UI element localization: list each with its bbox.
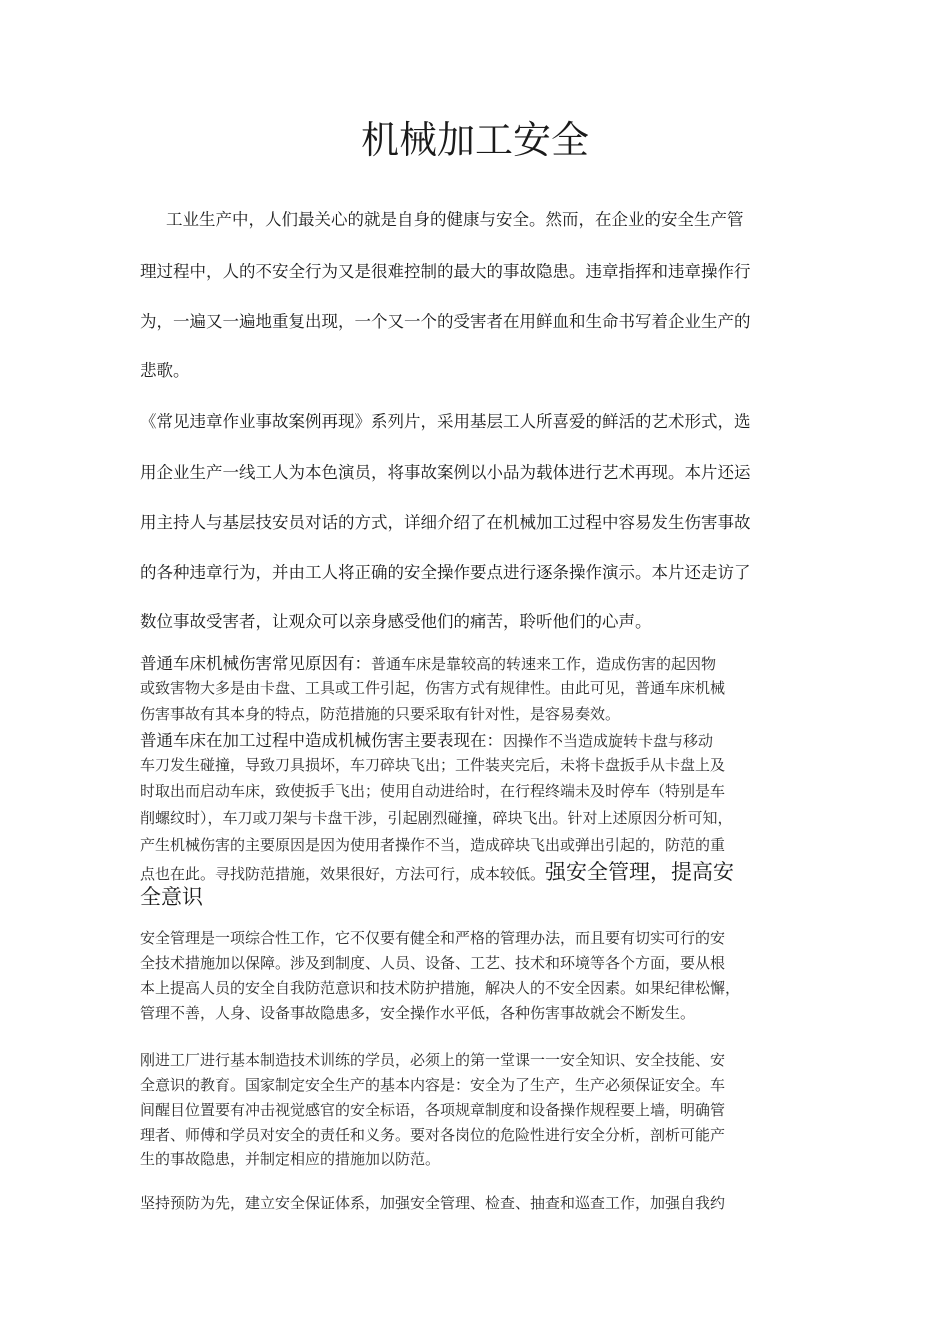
manifest-line: 削螺纹时），车刀或刀架与卡盘干涉，引起剧烈碰撞，碎块飞出。针对上述原因分析可知， xyxy=(140,809,733,827)
manifest-line: 车刀发生碰撞，导致刀具损坏，车刀碎块飞出；工件装夹完后，未将卡盘扳手从卡盘上及 xyxy=(140,756,726,774)
manifest-text: 点也在此。寻找防范措施，效果很好，方法可行，成本较低。 xyxy=(140,865,546,883)
page-title: 机械加工安全 xyxy=(360,118,589,162)
manifest-line: 产生机械伤害的主要原因是因为使用者操作不当，造成碎块飞出或弹出引起的，防范的重 xyxy=(140,836,726,854)
manifest-line-last xyxy=(140,856,734,886)
para-line: 全意识的教育。国家制定安全生产的基本内容是：安全为了生产，生产必须保证安全。车 xyxy=(140,1076,726,1094)
causes-line: 伤害事故有其本身的特点，防范措施的只要采取有针对性，是容易奏效。 xyxy=(140,705,621,723)
intro-line: 为，一遍又一遍地重复出现，一个又一个的受害者在用鲜血和生命书写着企业生产的 xyxy=(140,312,751,331)
intro-line: 用企业生产一线工人为本色演员，将事故案例以小品为载体进行艺术再现。本片还运 xyxy=(140,463,751,482)
para-line: 间醒目位置要有冲击视觉感官的安全标语，各项规章制度和设备操作规程要上墙，明确管 xyxy=(140,1101,726,1119)
para-line: 本上提高人员的安全自我防范意识和技术防护措施，解决人的不安全因素。如果纪律松懈， xyxy=(140,979,741,997)
manifest-line: 时取出而启动车床，致使扳手飞出；使用自动进给时，在行程终端未及时停车（特别是车 xyxy=(140,782,726,800)
para-line: 管理不善，人身、设备事故隐患多，安全操作水平低，各种伤害事故就会不断发生。 xyxy=(140,1004,696,1022)
causes-heading: 普通车床机械伤害常见原因有： xyxy=(140,654,371,673)
section-heading-cont: 全意识 xyxy=(140,885,203,909)
intro-line: 数位事故受害者，让观众可以亲身感受他们的痛苦，聆听他们的心声。 xyxy=(140,612,652,631)
para-line: 全技术措施加以保障。涉及到制度、人员、设备、工艺、技术和环境等各个方面，要从根 xyxy=(140,954,726,972)
causes-line-first xyxy=(140,650,716,674)
intro-line: 的各种违章行为，并由工人将正确的安全操作要点进行逐条操作演示。本片还走访了 xyxy=(140,563,751,582)
intro-line: 悲歌。 xyxy=(140,361,190,380)
manifest-line-first xyxy=(140,727,713,751)
intro-line: 理过程中，人的不安全行为又是很难控制的最大的事故隐患。违章指挥和违章操作行 xyxy=(140,262,751,281)
intro-line: 《常见违章作业事故案例再现》系列片，采用基层工人所喜爱的鲜活的艺术形式，选 xyxy=(140,412,751,431)
intro-line: 用主持人与基层技安员对话的方式，详细介绍了在机械加工过程中容易发生伤害事故 xyxy=(140,513,751,532)
para-line: 安全管理是一项综合性工作，它不仅要有健全和严格的管理办法，而且要有切实可行的安 xyxy=(140,929,726,947)
para-line: 生的事故隐患，并制定相应的措施加以防范。 xyxy=(140,1150,441,1168)
para-line: 刚进工厂进行基本制造技术训练的学员，必须上的第一堂课一一安全知识、安全技能、安 xyxy=(140,1051,726,1069)
manifest-heading: 普通车床在加工过程中造成机械伤害主要表现在： xyxy=(140,731,503,750)
para-line: 坚持预防为先，建立安全保证体系，加强安全管理、检查、抽查和巡查工作，加强自我约 xyxy=(140,1194,726,1212)
section-heading: 强安全管理，提高安 xyxy=(545,860,735,884)
para-line: 理者、师傅和学员对安全的责任和义务。要对各岗位的危险性进行安全分析，剖析可能产 xyxy=(140,1126,726,1144)
causes-text: 普通车床是靠较高的转速来工作，造成伤害的起因物 xyxy=(371,655,717,673)
manifest-text: 因操作不当造成旋转卡盘与移动 xyxy=(503,732,714,750)
causes-line: 或致害物大多是由卡盘、工具或工件引起，伤害方式有规律性。由此可见，普通车床机械 xyxy=(140,679,726,697)
intro-line: 工业生产中，人们最关心的就是自身的健康与安全。然而，在企业的安全生产管 xyxy=(166,210,744,229)
